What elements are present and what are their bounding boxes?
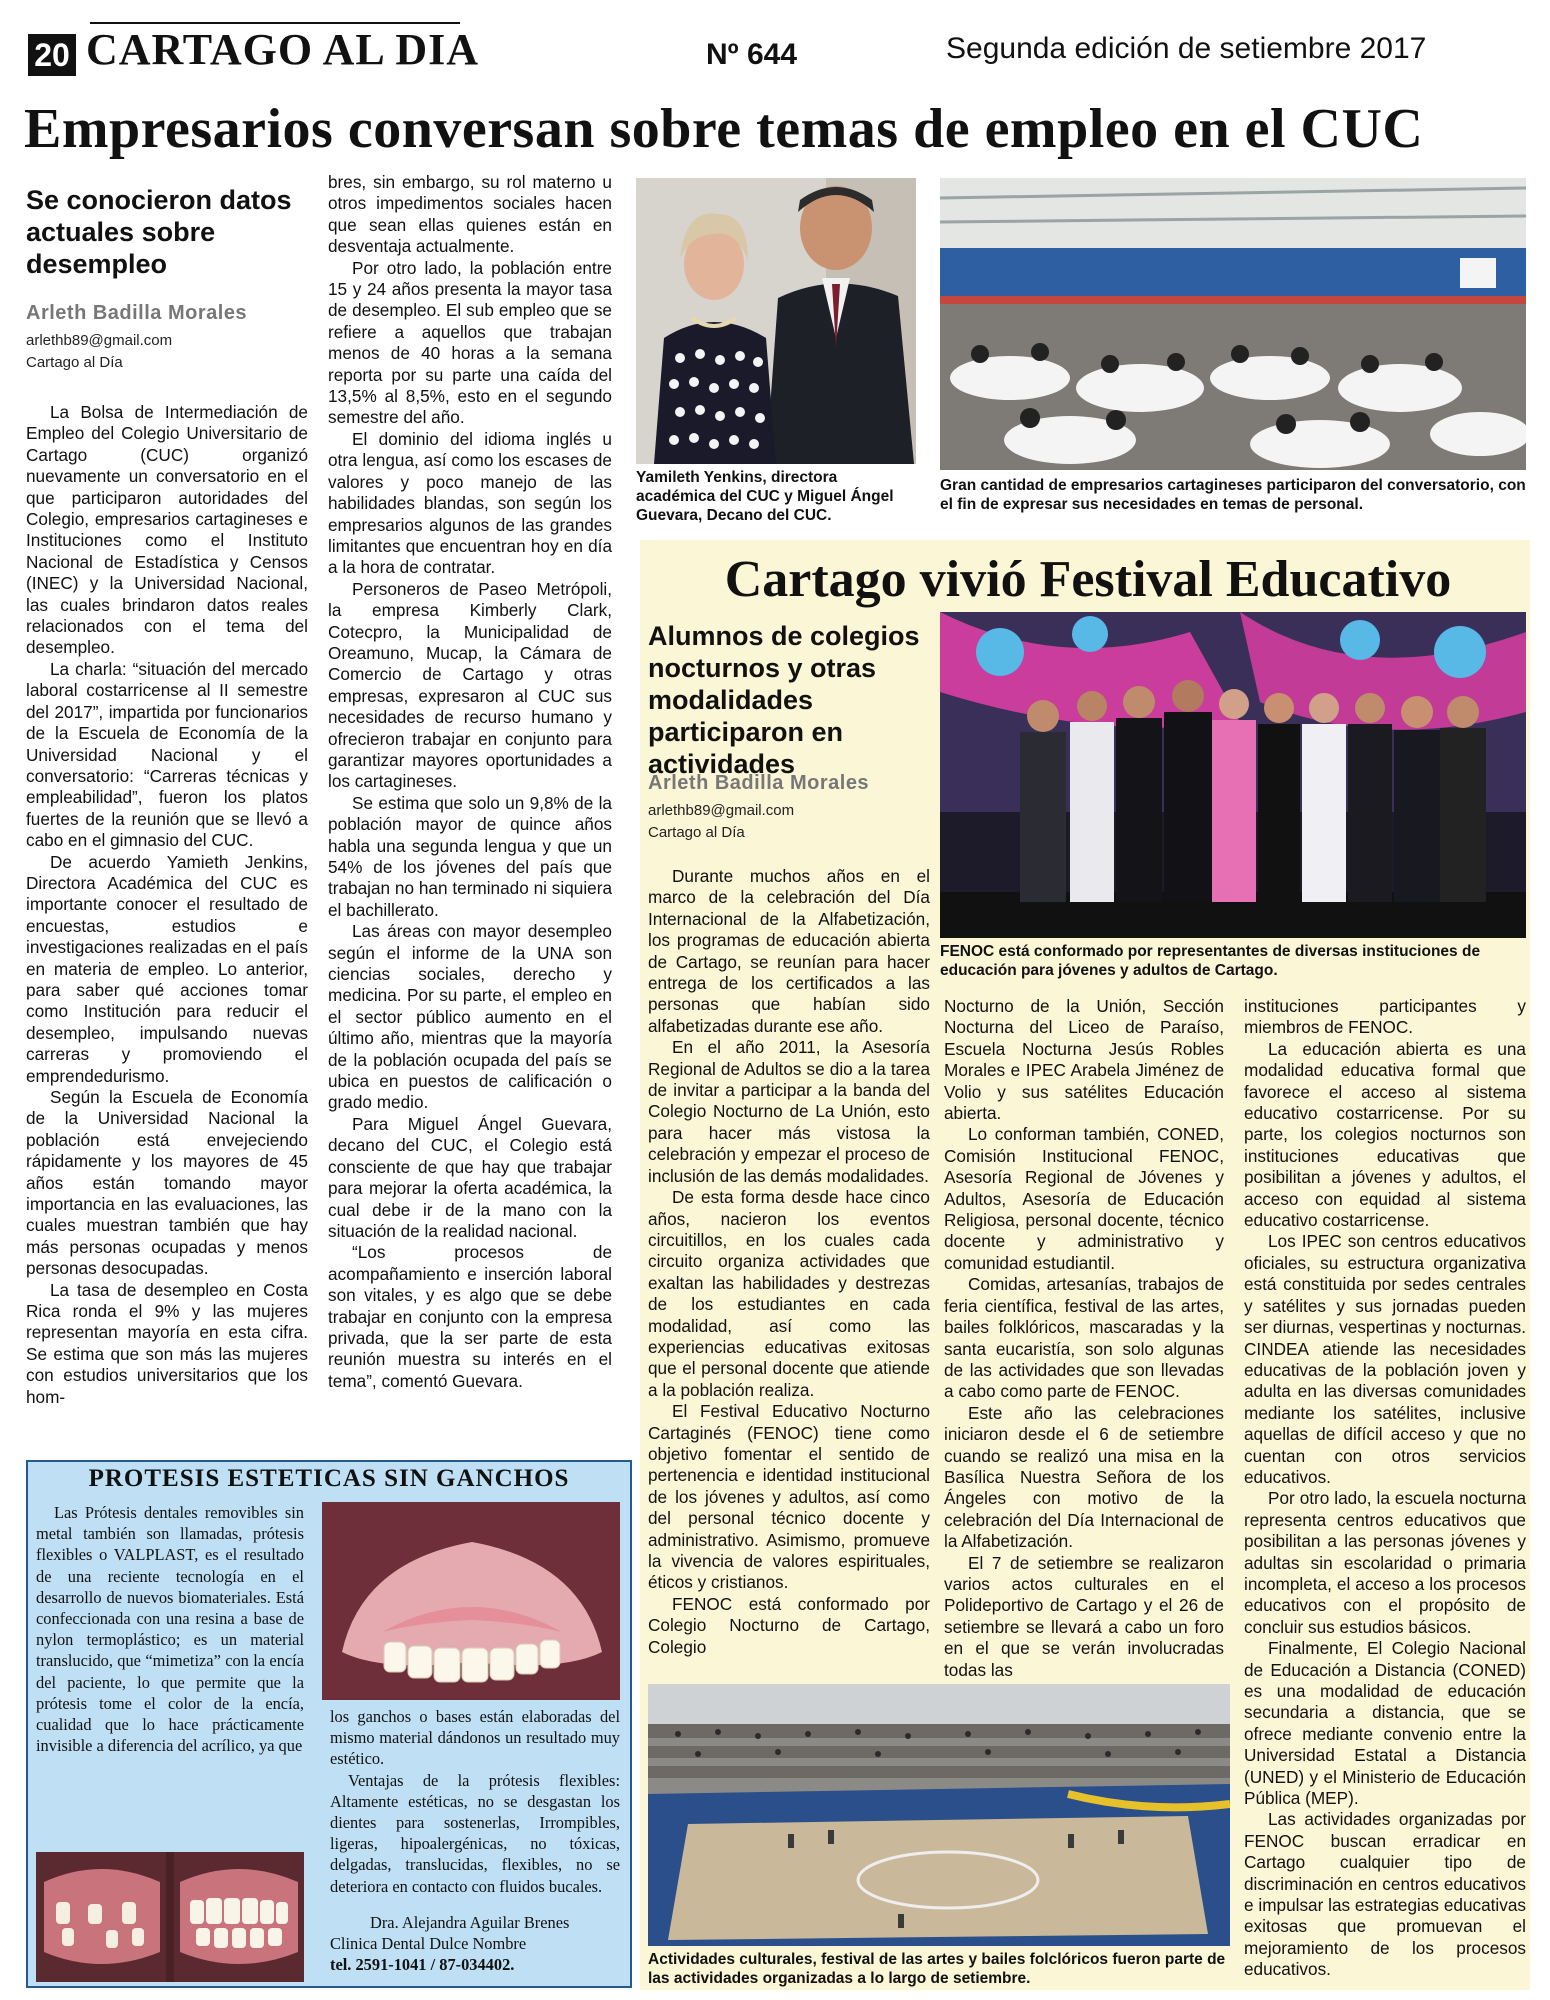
article2-column1 bbox=[648, 866, 930, 1658]
contact-phone: tel. 2591-1041 / 87-034402. bbox=[330, 1955, 515, 1975]
issue-number: Nº 644 bbox=[706, 38, 798, 71]
directors-photo-caption: Yamileth Yenkins, directora académica del CUC y Miguel Ángel Guevara, Decano del CUC. bbox=[636, 469, 894, 524]
article1-subhead: Se conocieron datos actuales sobre desempleo bbox=[26, 185, 292, 279]
dental-ad-column2 bbox=[330, 1706, 620, 1897]
paragraph: Este año las celebraciones iniciaron desde el 6 de setiembre cuando se realizó una misa en la Basílica Nuestra Señora de los Ángeles con motivo de la celebración del Día Internacional de la Alfabetización. bbox=[944, 1402, 1224, 1552]
article1-outlet: Cartago al Día bbox=[26, 354, 123, 371]
edition-date: Segunda edición de setiembre 2017 bbox=[946, 32, 1427, 65]
dental-ad-column1 bbox=[36, 1502, 304, 1756]
paragraph: Personeros de Paseo Metrópoli, la empresa Kimberly Clark, Cotecpro, la Municipalidad de Oreamuno, Mucap, la Cámara de Comercio de Cartago y otras empresas, expresaron al CUC sus necesidades de recurso humano y ofrecieron trabajar en conjunto para garantizar mayores oportunidades a los cartagineses. bbox=[328, 578, 612, 792]
teeth-before-after-art bbox=[36, 1852, 304, 1982]
article2-byline: Arleth Badilla Morales bbox=[648, 772, 870, 794]
directors-photo-art bbox=[636, 178, 916, 464]
polideportivo-photo-caption: Actividades culturales, festival de las artes y bailes folclóricos fueron parte de las actividades organizadas a lo largo de setiembre. bbox=[648, 1951, 1226, 1987]
paragraph: Para Miguel Ángel Guevara, decano del CUC, el Colegio está consciente de que hay que trabajar para mejorar la oferta académica, la cual debe ir de la mano con la situación de la realidad nacional. bbox=[328, 1113, 612, 1241]
article1-column2 bbox=[328, 172, 612, 1392]
teeth-before-after-photo bbox=[36, 1852, 304, 1982]
paragraph: “Los procesos de acompañamiento e inserción laboral son vitales, y es algo que se debe trabajar en conjunto con la empresa privada, que la ser parte de esta reunión muestra su interés en el tema”, comentó Guevara. bbox=[328, 1242, 612, 1391]
paragraph: La charla: “situación del mercado laboral costarricense al II semestre del 2017”, impartida por funcionarios de la Escuela de Economía de la Universidad Nacional y el conversatorio: “Carreras técnicas y empleabilidad”, fueron los platos fuertes de la reunión que se llevó a cabo en el gimnasio del CUC. bbox=[26, 658, 308, 851]
paragraph: Ventajas de la prótesis flexibles: Altamente estéticas, no se desgastan los dientes para sostenerlas, Irrompibles, ligeras, hipoalergénicas, no tóxicas, delgadas, translucidas, flexibles, no se deteriora en contacto con fluidos bucales. bbox=[330, 1770, 620, 1896]
paragraph: El 7 de setiembre se realizaron varios actos culturales en el Polideportivo de Cartago y el 26 de setiembre se llevará a cabo un foro en el que se verán involucradas todas las bbox=[944, 1552, 1224, 1680]
paragraph: Las Prótesis dentales removibles sin metal también son llamadas, prótesis flexibles o VALPLAST, es el resultado de una reciente tecnología en el desarrollo de nuevos biomateriales. Está confeccionada con una resina a base de nylon termoplástico; es un material translucido, que “mimetiza” con la encía del paciente, lo que permite que la prótesis tome el color de la encía, cualidad que lo hace prácticamente invisible a diferencia del acrílico, ya que bbox=[36, 1503, 304, 1756]
paragraph: Lo conforman también, CONED, Comisión Institucional FENOC, Asesoría Regional de Jóvenes y Adultos, Asesoría de Educación Religiosa, personal docente, técnico docente y administrativo y comunidad estudiantil. bbox=[944, 1124, 1224, 1273]
paragraph: Las áreas con mayor desempleo según el informe de la UNA son ciencias sociales, derecho y medicina. Por su parte, el empleo en el sector público aumento en el último año, mientras que la mayoría de la población ocupada del país se ubica en puestos de calificación o grado medio. bbox=[328, 921, 612, 1113]
dental-ad-title: PROTESIS ESTETICAS SIN GANCHOS bbox=[88, 1465, 570, 1492]
article1-email: arlethb89@gmail.com bbox=[26, 332, 173, 349]
paragraph: El Festival Educativo Nocturno Cartaginés (FENOC) tiene como objetivo fomentar el sentido de pertenencia e identidad institucional de los jóvenes y adultos, así como del personal técnico docente y administrativo. Asimismo, promueve la vivencia de valores espirituales, éticos y cristianos. bbox=[648, 1401, 930, 1593]
article2-outlet: Cartago al Día bbox=[648, 824, 745, 841]
paragraph: Se estima que solo un 9,8% de la población mayor de quince años habla una segunda lengua y que un 54% de los jóvenes del país que trabajan no han terminado ni siquiera el bachillerato. bbox=[328, 792, 612, 920]
paragraph: La educación abierta es una modalidad educativa formal que favorece el acceso al sistema educativo costarricense. Por su parte, los colegios nocturnos son instituciones educativas que posibilitan a jóvenes y adultos, el acceso con equidad al sistema educativo costarricense. bbox=[1244, 1038, 1526, 1231]
paragraph: En el año 2011, la Asesoría Regional de Adultos se dio a la tarea de invitar a participar a la banda del Colegio Nocturno de La Unión, esto para hacer más vistosa la celebración y empezar el proceso de inclusión de las demás modalidades. bbox=[648, 1037, 930, 1186]
page-number: 20 bbox=[28, 34, 76, 76]
paragraph: Comidas, artesanías, trabajos de feria científica, festival de las artes, bailes folklóricos, mascaradas y la santa eucaristía, son solo algunas de las actividades que son llevadas a cabo como parte de FENOC. bbox=[944, 1274, 1224, 1402]
paragraph: Nocturno de la Unión, Sección Nocturna del Liceo de Paraíso, Escuela Nocturna Jesús Robles Morales e IPEC Arabela Jiménez de Volio y sus satélites Educación abierta. bbox=[944, 996, 1224, 1124]
paragraph: La Bolsa de Intermediación de Empleo del Colegio Universitario de Cartago (CUC) organizó nuevamente un conversatorio en el que participaron autoridades del Colegio, empresarios cartagineses e Instituciones como el Instituto Nacional de Estadística y Censos (INEC) y la Universidad Nacional, las cuales brindaron datos reales relacionados con el tema del desempleo. bbox=[26, 402, 308, 658]
contact-name: Dra. Alejandra Aguilar Brenes bbox=[370, 1913, 570, 1932]
paragraph: instituciones participantes y miembros de FENOC. bbox=[1244, 996, 1526, 1038]
article2-column2 bbox=[944, 996, 1224, 1681]
paragraph: De acuerdo Yamieth Jenkins, Directora Académica del CUC es importante conocer el resultado de encuestas, estudios e investigaciones realizadas en el país en materia de empleo. Lo anterior, para saber qué acciones tomar como Institución para reducir el desempleo, impulsando nuevas carreras y promoviendo el emprendedurismo. bbox=[26, 851, 308, 1086]
paragraph: Los IPEC son centros educativos oficiales, su estructura organizativa está constituida por sedes centrales y satélites y sus jornadas pueden ser diurnas, vespertinas y nocturnas. CINDEA atiende las necesidades educativas de la población joven y adulta en las diversas comunidades mediante los satélites, inclusive aquellas de difícil acceso y que no cuentan con otros servicios educativos. bbox=[1244, 1231, 1526, 1487]
fenoc-group-photo bbox=[940, 612, 1526, 938]
conversatorio-photo bbox=[940, 178, 1526, 470]
fenoc-group-photo-art bbox=[940, 612, 1526, 938]
denture-photo bbox=[322, 1502, 620, 1700]
paragraph: Las actividades organizadas por FENOC buscan erradicar en Cartago cualquier tipo de discriminación en centros educativos e impulsar las estrategias educativas exitosas que promuevan el mejoramiento de los procesos educativos. bbox=[1244, 1809, 1526, 1980]
conversatorio-photo-caption: Gran cantidad de empresarios cartagineses participaron del conversatorio, con el fin de expresar sus necesidades en temas de personal. bbox=[940, 477, 1526, 513]
paragraph: Según la Escuela de Economía de la Universidad Nacional la población está envejeciendo rápidamente y los mayores de 45 años están tomando mayor importancia en las evaluaciones, las cuales muestran también que hay más personas ocupadas y menos personas desocupadas. bbox=[26, 1087, 308, 1279]
contact-clinic: Clinica Dental Dulce Nombre bbox=[330, 1934, 527, 1954]
article2-headline: Cartago vivió Festival Educativo bbox=[724, 551, 1452, 608]
paragraph: Por otro lado, la población entre 15 y 24 años presenta la mayor tasa de desempleo. El sub empleo que se refiere a aquellos que trabajan menos de 40 horas a la semana reporta por su parte una caída del 13,5% al 8,5%, esto en el segundo semestre del año. bbox=[328, 257, 612, 428]
paragraph: El dominio del idioma inglés u otra lengua, así como los escases de valores y poco manejo de las habilidades blandas, son según los empresarios algunos de las grandes limitantes que encuentran hoy en día a la hora de contratar. bbox=[328, 428, 612, 578]
conversatorio-photo-art bbox=[940, 178, 1526, 470]
polideportivo-photo-art bbox=[648, 1684, 1230, 1946]
paragraph: los ganchos o bases están elaboradas del mismo material dándonos un resultado muy estético. bbox=[330, 1707, 620, 1769]
article1-byline: Arleth Badilla Morales bbox=[26, 302, 248, 324]
article1-column1 bbox=[26, 402, 308, 1408]
fenoc-group-photo-caption: FENOC está conformado por representantes de diversas instituciones de educación para jóvenes y adultos de Cartago. bbox=[940, 943, 1481, 979]
paragraph: Por otro lado, la escuela nocturna representa centros educativos que posibilitan a las personas jóvenes y adultas sin escolaridad o primaria incompleta, el acceso a los procesos educativos con el propósito de concluir sus estudios básicos. bbox=[1244, 1488, 1526, 1637]
article1-headline: Empresarios conversan sobre temas de empleo en el CUC bbox=[24, 98, 1424, 160]
article2-column3 bbox=[1244, 996, 1526, 1981]
paragraph: Durante muchos años en el marco de la celebración del Día Internacional de la Alfabetización, los programas de educación abierta de Cartago, se reunían para hacer entrega de los certificados a las personas que habían sido alfabetizadas durante ese año. bbox=[648, 866, 930, 1036]
dental-ad-contact bbox=[330, 1912, 620, 1976]
polideportivo-photo bbox=[648, 1684, 1230, 1946]
paragraph: Finalmente, El Colegio Nacional de Educación a Distancia (CONED) es una modalidad de educación secundaria a distancia, que se ofrece mediante convenio entre la Universidad Estatal a Distancia (UNED) y el Ministerio de Educación Pública (MEP). bbox=[1244, 1638, 1526, 1809]
denture-photo-art bbox=[322, 1502, 620, 1700]
masthead: CARTAGO AL DIA bbox=[86, 25, 480, 74]
directors-photo bbox=[636, 178, 916, 464]
article2-subhead: Alumnos de colegios nocturnos y otras modalidades participaron en actividades bbox=[648, 621, 920, 779]
paragraph: FENOC está conformado por Colegio Nocturno de Cartago, Colegio bbox=[648, 1593, 930, 1657]
paragraph: bres, sin embargo, su rol materno u otros impedimentos sociales hacen que sean ellas quienes están en desventaja actualmente. bbox=[328, 172, 612, 257]
paragraph: La tasa de desempleo en Costa Rica ronda el 9% y las mujeres representan mayoría en esta cifra. Se estima que son más las mujeres con estudios universitarios que los hom- bbox=[26, 1279, 308, 1407]
article2-email: arlethb89@gmail.com bbox=[648, 802, 795, 819]
paragraph: De esta forma desde hace cinco años, nacieron los eventos circuitillos, en los cuales cada circuito organiza actividades que exaltan las habilidades y destrezas de los estudiantes en cada modalidad, así como las experiencias educativas exitosas que el personal docente que atiende a la población realiza. bbox=[648, 1187, 930, 1400]
